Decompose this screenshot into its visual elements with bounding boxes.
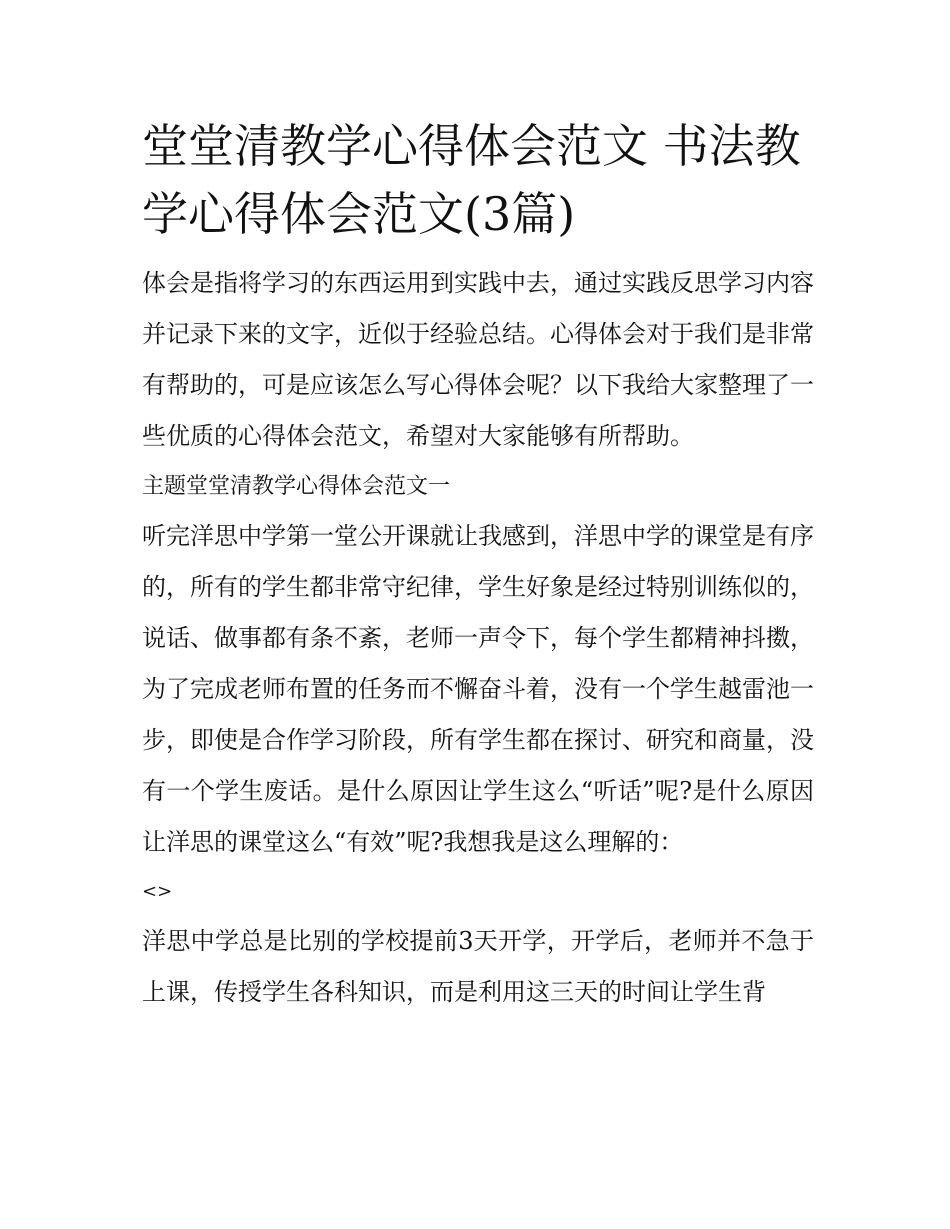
document-page — [142, 112, 814, 1018]
body-paragraph-1: 听完洋思中学第一堂公开课就让我感到，洋思中学的课堂是有序的，所有的学生都非常守纪律，学生好象是经过特别训练似的，说话、做事都有条不紊，老师一声令下，每个学生都精神抖擞，为了完成老师布置的任务而不懈奋斗着，没有一个学生越雷池一步，即使是合作学习阶段，所有学生都在探讨、研究和商量，没有一个学生废话。是什么原因让学生这么“听话”呢?是什么原因让洋思的课堂这么“有效”呢?我想我是这么理解的： — [142, 522, 814, 856]
section-marker: <> — [142, 881, 173, 902]
intro-paragraph: 体会是指将学习的东西运用到实践中去，通过实践反思学习内容并记录下来的文字，近似于经验总结。心得体会对于我们是非常有帮助的，可是应该怎么写心得体会呢？以下我给大家整理了一些优质的心得体会范文，希望对大家能够有所帮助。 — [142, 269, 814, 450]
document-title: 堂堂清教学心得体会范文 书法教学心得体会范文(3篇) — [142, 119, 801, 241]
body-paragraph-2: 洋思中学总是比别的学校提前3天开学，开学后，老师并不急于上课，传授学生各科知识，而是利用这三天的时间让学生背 — [142, 927, 814, 1006]
section-heading: 主题堂堂清教学心得体会范文一 — [142, 474, 451, 499]
